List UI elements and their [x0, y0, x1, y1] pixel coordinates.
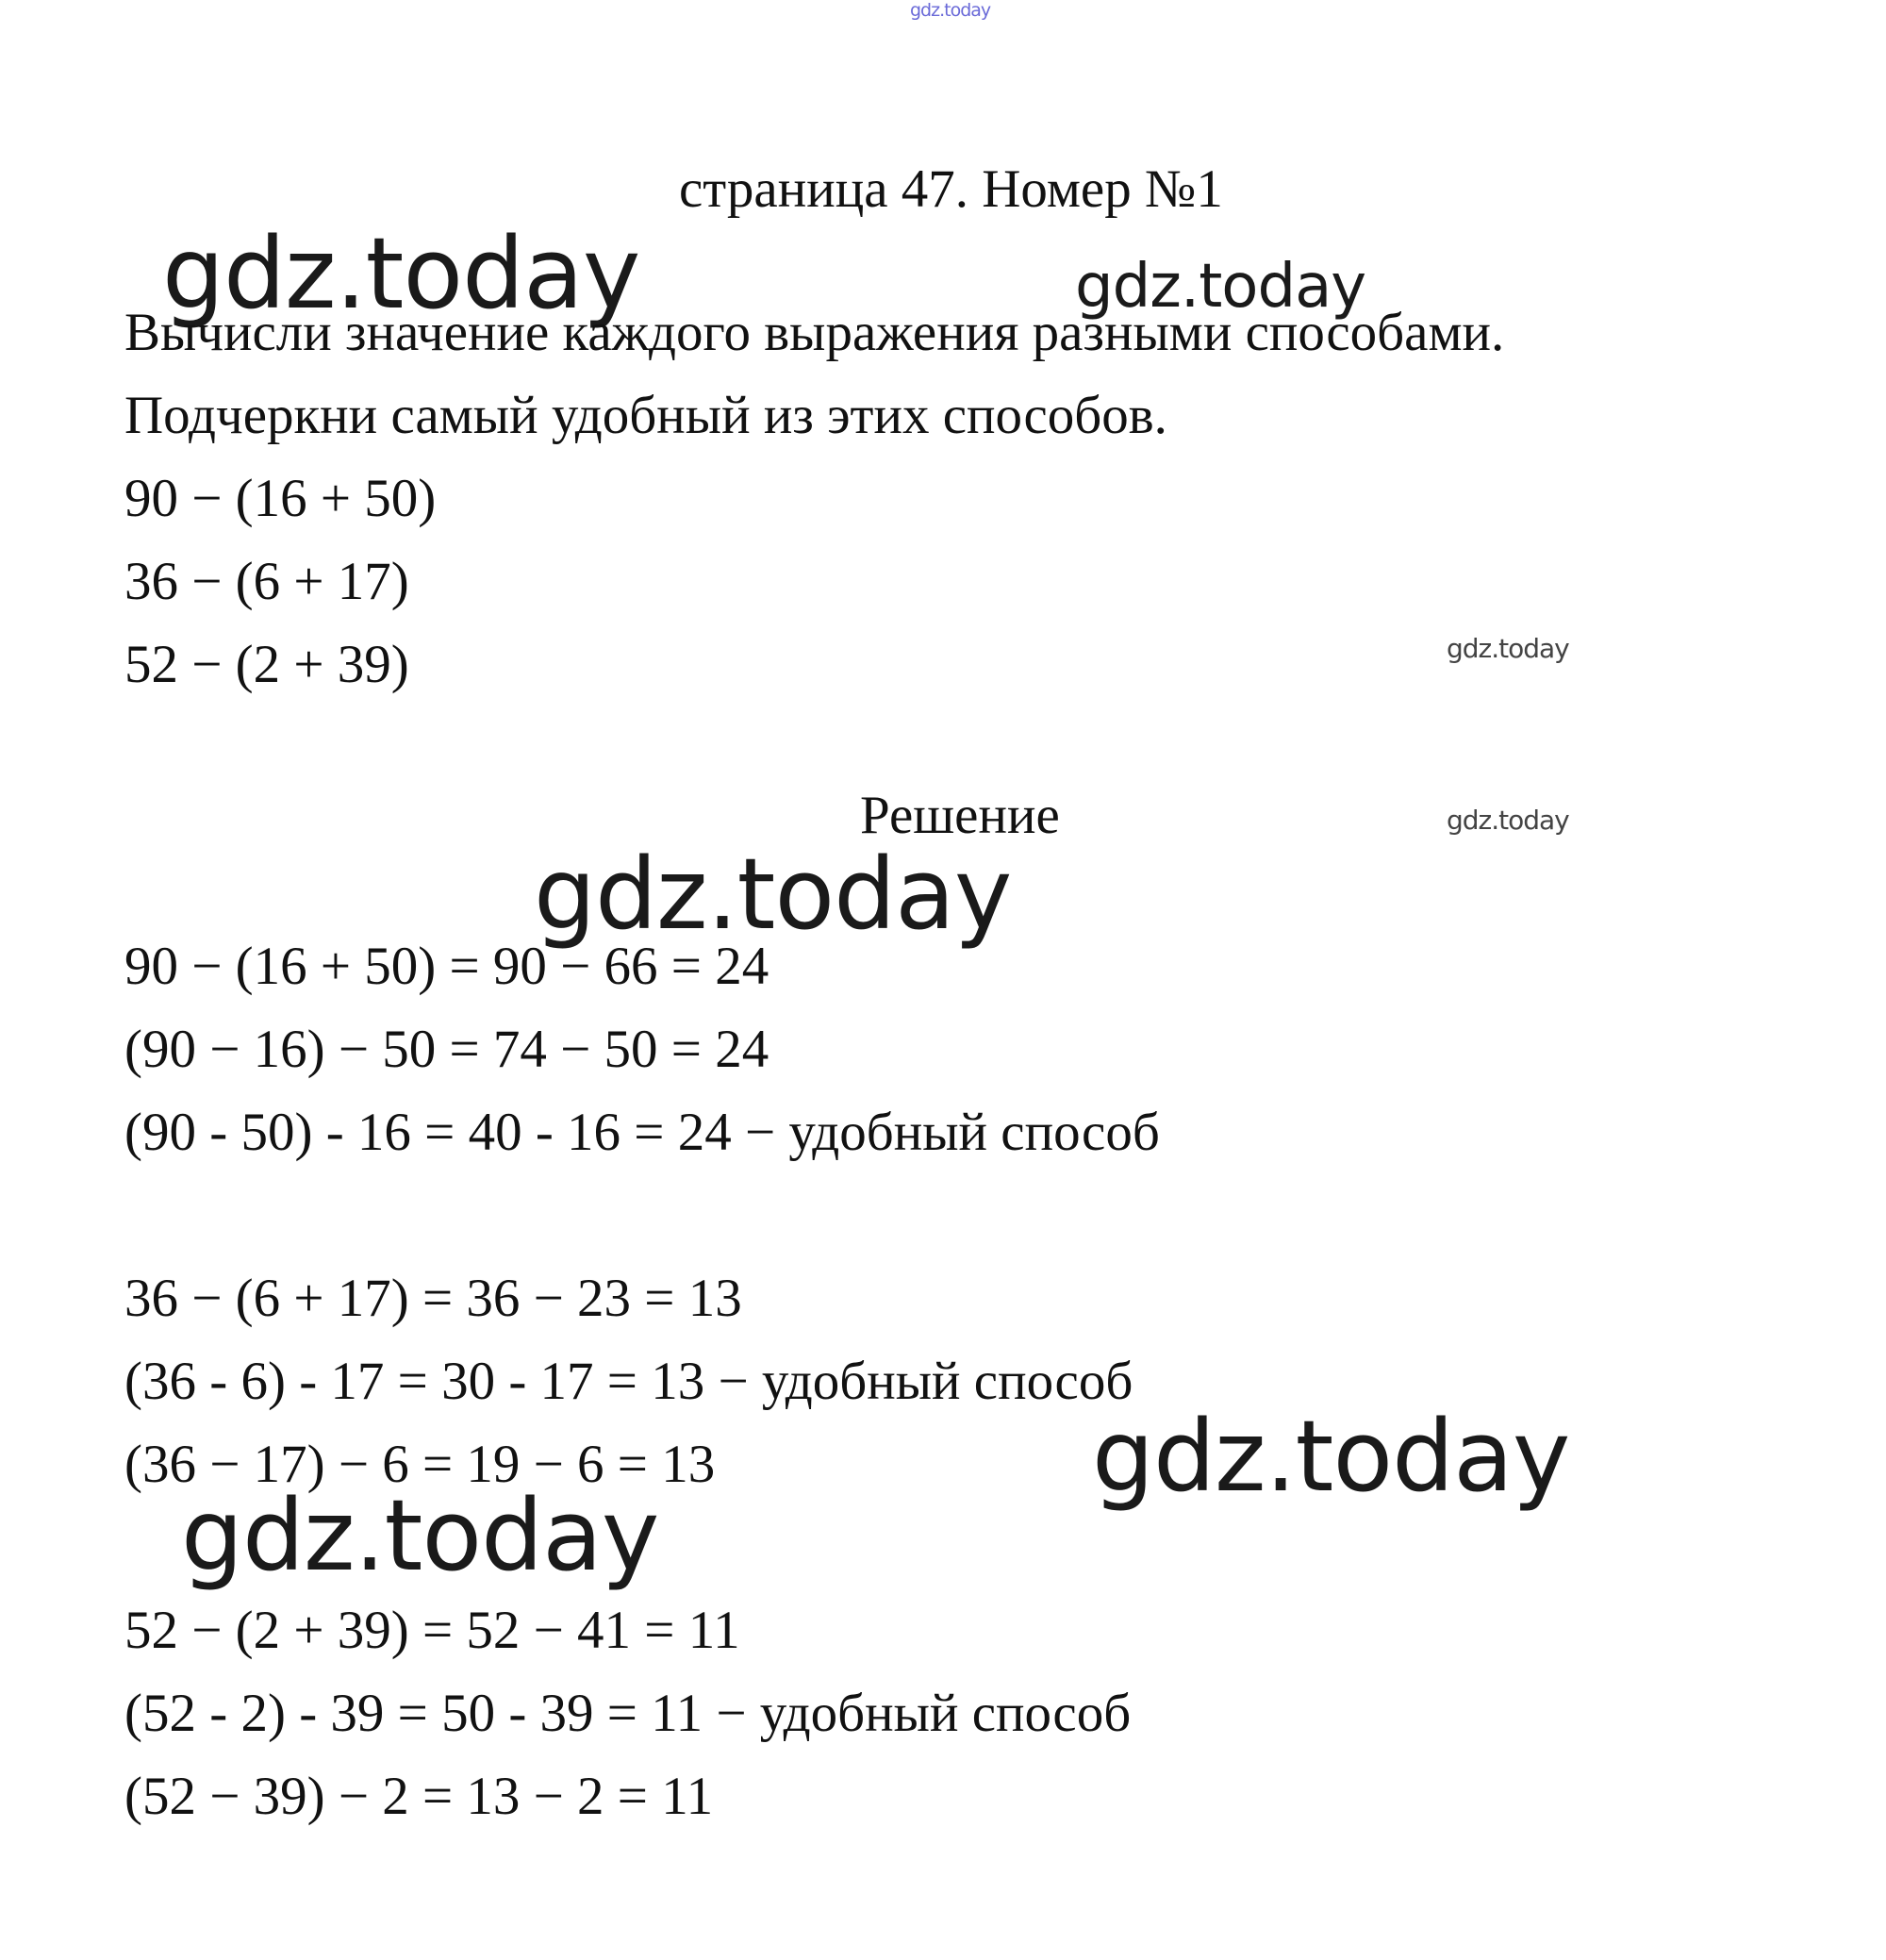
- solution-line: (52 - 2) - 39 = 50 - 39 = 11 − удобный способ: [124, 1684, 1132, 1743]
- watermark-small-2: gdz.today: [1447, 805, 1569, 836]
- solution-line: 52 − (2 + 39) = 52 − 41 = 11: [124, 1601, 740, 1660]
- solution-heading: Решение: [860, 786, 1060, 845]
- watermark-large-1: gdz.today: [162, 216, 640, 331]
- solution-line: (90 − 16) − 50 = 74 − 50 = 24: [124, 1020, 769, 1079]
- task-expression-3: 52 − (2 + 39): [124, 635, 409, 694]
- task-expression-1: 90 − (16 + 50): [124, 469, 437, 528]
- solution-line: (90 - 50) - 16 = 40 - 16 = 24 − удобный способ: [124, 1103, 1160, 1162]
- task-expression-2: 36 − (6 + 17): [124, 552, 409, 611]
- solution-line: (52 − 39) − 2 = 13 − 2 = 11: [124, 1767, 714, 1826]
- page-title: страница 47. Номер №1: [679, 159, 1223, 219]
- watermark-top: gdz.today: [910, 0, 991, 21]
- task-text-line-2: Подчеркни самый удобный из этих способов.: [124, 386, 1167, 445]
- watermark-medium-1: gdz.today: [1075, 252, 1366, 322]
- solution-line: 90 − (16 + 50) = 90 − 66 = 24: [124, 937, 769, 996]
- solution-line: (36 − 17) − 6 = 19 − 6 = 13: [124, 1435, 716, 1494]
- watermark-large-4: gdz.today: [181, 1478, 659, 1593]
- watermark-large-3: gdz.today: [1092, 1399, 1570, 1514]
- task-text-line-1: Вычисли значение каждого выражения разными способами.: [124, 303, 1505, 362]
- watermark-large-2: gdz.today: [534, 837, 1012, 952]
- solution-line: 36 − (6 + 17) = 36 − 23 = 13: [124, 1269, 742, 1328]
- watermark-small-1: gdz.today: [1447, 633, 1569, 664]
- solution-line: (36 - 6) - 17 = 30 - 17 = 13 − удобный способ: [124, 1352, 1133, 1411]
